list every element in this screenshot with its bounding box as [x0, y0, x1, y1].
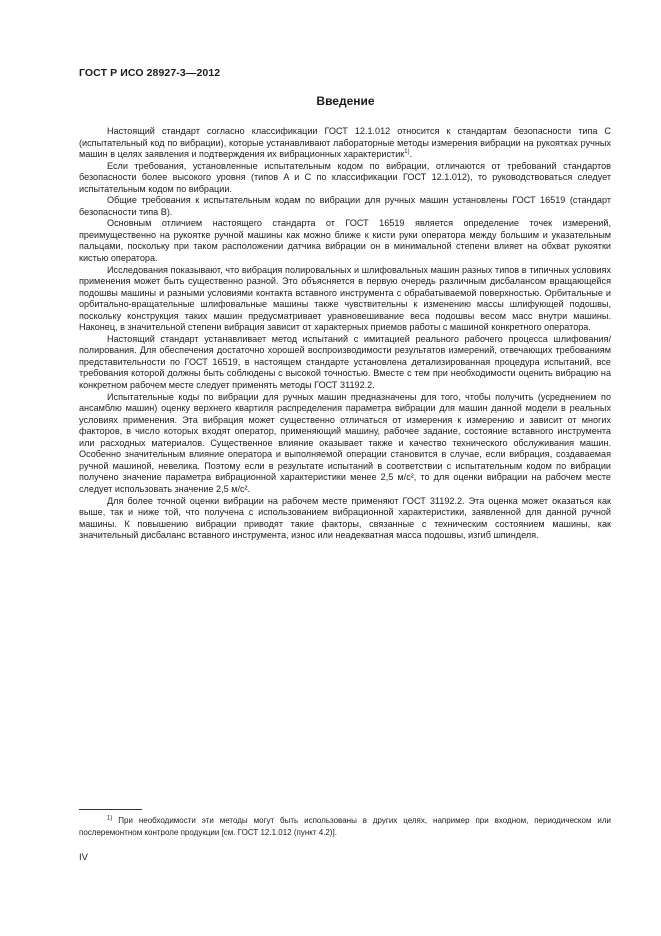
introduction-body — [79, 126, 611, 542]
paragraph-6: Настоящий стандарт устанавливает метод испытаний с имитацией реального рабочего процесса шлифования/полирования. Для обеспечения достаточно хорошей воспроизводимости результатов измерений, отвечающих требованиям представительности по ГОСТ 16519, в настоящем стандарте установлена детализированная процедура испытаний, все требования которой должны быть соблюдены с высокой точностью. Вместе с тем при необходимости оценить вибрацию на конкретном рабочем месте следует применять методы ГОСТ 31192.2. — [79, 333, 611, 391]
footnote-mark: 1) — [107, 815, 113, 822]
section-title: Введение — [316, 94, 375, 108]
paragraph-2: Если требования, установленные испытательным кодом по вибрации, отличаются от требований стандартов безопасности более высокого уровня (типов A и C по классификации ГОСТ 12.1.012), то руководствоваться следует испытательным кодом по вибрации. — [79, 160, 611, 194]
paragraph-4: Основным отличием настоящего стандарта от ГОСТ 16519 является определение точек измерений, преимущественно на рукоятке ручной машины как можно ближе к кисти руки оператора между большим и указательным пальцами, поскольку при таком расположении датчика вибрации он в минимальной степени влияет на обхват рукоятки кистью оператора. — [79, 218, 611, 264]
paragraph-1 — [79, 126, 611, 161]
paragraph-3: Общие требования к испытательным кодам по вибрации для ручных машин установлены ГОСТ 16519 (стандарт безопасности типа B). — [79, 195, 611, 217]
paragraph-1-tail: . — [409, 149, 413, 160]
footnote-divider — [79, 809, 142, 810]
footnote — [79, 815, 611, 838]
footnote-text: При необходимости эти методы могут быть использованы в других целях, например при входном, периодическом или послеремонтном контроле продукции [см. ГОСТ 12.1.012 (пункт 4.2)]. — [79, 816, 611, 837]
footnote-reference: 1) — [404, 149, 410, 156]
paragraph-8: Для более точной оценки вибрации на рабочем месте применяют ГОСТ 31192.2. Эта оценка может оказаться как выше, так и ниже той, что получена с использованием вибрационной характеристики, заявленной для данной ручной машины. К повышению вибрации приводят такие факторы, связанные с техническим состоянием машины, как значительный дисбаланс вставного инструмента, износ или неадекватная масса подошвы, изгиб шпинделя. — [79, 495, 611, 541]
paragraph-1-text: Настоящий стандарт согласно классификации ГОСТ 12.1.012 относится к стандартам безопасности типа C (испытательный код по вибрации), которые устанавливают лабораторные методы измерения вибрации на рукоятках ручных машин в целях заявления и подтверждения их вибрационных характеристик — [79, 126, 611, 160]
paragraph-5: Исследования показывают, что вибрация полировальных и шлифовальных машин разных типов в типичных условиях применения может быть существенно разной. Это объясняется в первую очередь различным дисбалансом вращающейся подошвы машины и разными условиями контакта вставного инструмента с обрабатываемой поверхностью. Орбитальные и орбитально-вращательные шлифовальные машины также чувствительны к изменению массы шлифующей подошвы, поскольку конструкция таких машин предусматривает уравновешивание веса подошвы весом масс внутри машины. Наконец, в значительной степени вибрация зависит от характерных приемов работы с машиной конкретного оператора. — [79, 264, 611, 333]
paragraph-7: Испытательные коды по вибрации для ручных машин предназначены для того, чтобы получить (усреднением по ансамблю машин) оценку верхнего квартиля распределения параметра вибрации для машин данной модели в реальных условиях применения. Эта вибрация может существенно отличаться от измерения к измерению и зависит от многих факторов, в число которых входят оператор, применяющий машину, рабочее задание, состояние вставного инструмента или расходных материалов. Существенное влияние оказывает также и качество технического обслуживания машин. Особенно значительным влияние оператора и выполняемой операции становится в случае, если вибрация, создаваемая ручной машиной, невелика. Поэтому если в результате испытаний в соответствии с испытательным кодом по вибрации получено значение параметра вибрационной характеристики менее 2,5 м/с², то для оценки вибрации на рабочем месте следует использовать значение 2,5 м/с². — [79, 391, 611, 494]
page-number: IV — [79, 852, 88, 863]
document-code-header: ГОСТ Р ИСО 28927-3—2012 — [79, 67, 221, 79]
